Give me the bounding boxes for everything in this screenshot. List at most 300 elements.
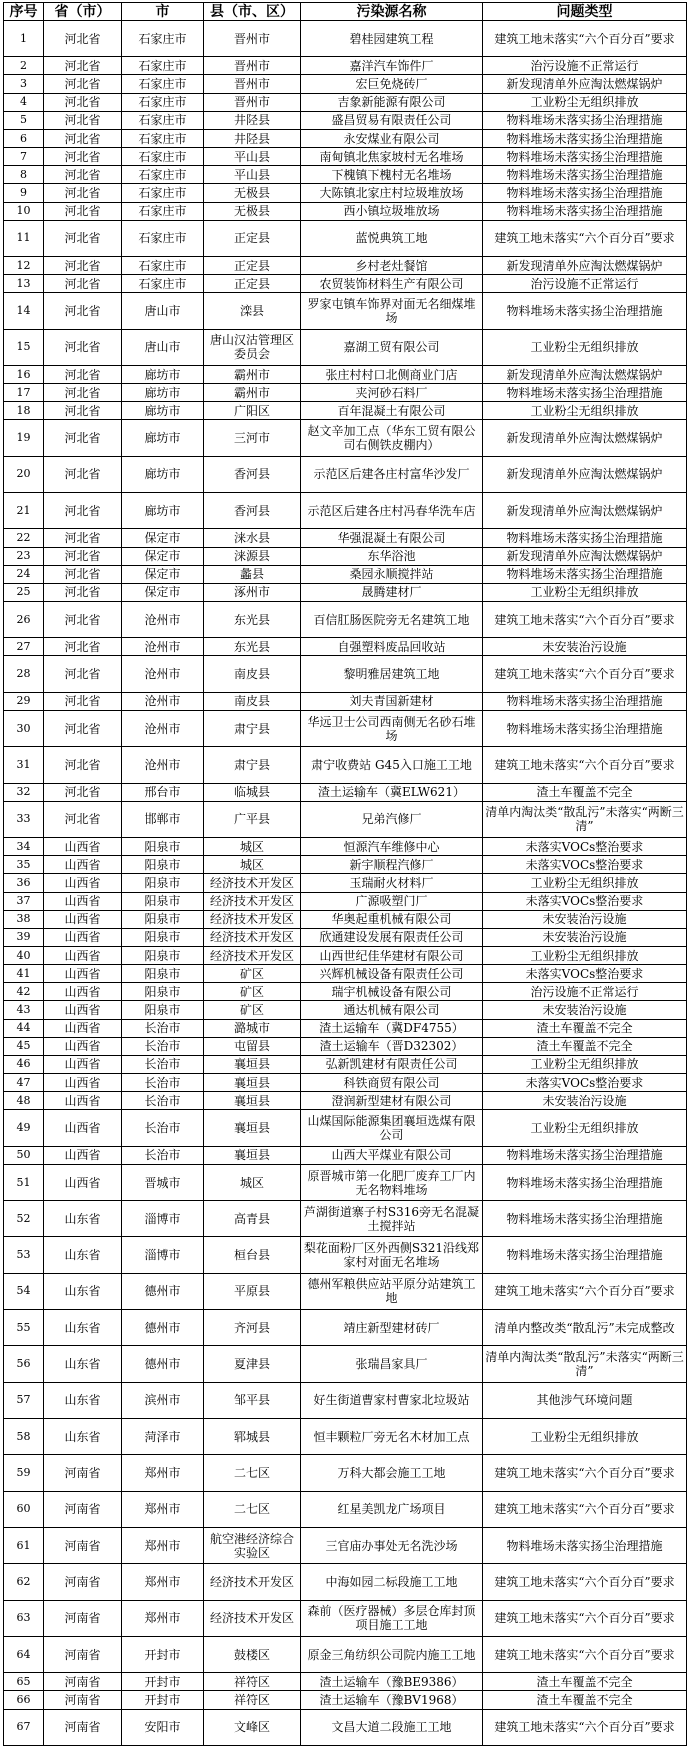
table-row (4, 583, 687, 601)
cell-province: 河北省 (44, 329, 122, 365)
cell-county: 井陉县 (204, 111, 301, 129)
cell-county: 齐河县 (204, 1310, 301, 1346)
cell-province: 河南省 (44, 1673, 122, 1691)
cell-source-name: 百年混凝土有限公司 (301, 402, 483, 420)
cell-county: 晋州市 (204, 21, 301, 57)
cell-source-name: 示范区后建各庄村冯春华洗车店 (301, 493, 483, 529)
cell-province: 山东省 (44, 1382, 122, 1418)
table-row (4, 384, 687, 402)
cell-source-name: 华远卫士公司西南侧无名砂石堆场 (301, 710, 483, 746)
cell-index: 12 (4, 257, 44, 275)
cell-source-name: 山西大平煤业有限公司 (301, 1146, 483, 1164)
cell-city: 石家庄市 (122, 184, 204, 202)
table-row (4, 184, 687, 202)
cell-index: 25 (4, 583, 44, 601)
cell-source-name: 文昌大道二段施工工地 (301, 1709, 483, 1745)
cell-issue-type: 物料堆场未落实扬尘治理措施 (483, 529, 687, 547)
cell-county: 东光县 (204, 638, 301, 656)
cell-city: 沧州市 (122, 692, 204, 710)
cell-county: 城区 (204, 838, 301, 856)
table-row (4, 638, 687, 656)
cell-source-name: 嘉湖工贸有限公司 (301, 329, 483, 365)
cell-issue-type: 建筑工地未落实“六个百分百”要求 (483, 21, 687, 57)
cell-city: 廊坊市 (122, 365, 204, 383)
cell-issue-type: 未安装治污设施 (483, 928, 687, 946)
cell-index: 22 (4, 529, 44, 547)
cell-province: 河南省 (44, 1709, 122, 1745)
cell-issue-type: 建筑工地未落实“六个百分百”要求 (483, 1709, 687, 1745)
cell-province: 山西省 (44, 856, 122, 874)
cell-city: 石家庄市 (122, 111, 204, 129)
table-row (4, 692, 687, 710)
cell-source-name: 下槐镇下槐村无名堆场 (301, 166, 483, 184)
cell-city: 沧州市 (122, 747, 204, 783)
table-row (4, 402, 687, 420)
cell-province: 河北省 (44, 93, 122, 111)
cell-city: 石家庄市 (122, 257, 204, 275)
cell-issue-type: 物料堆场未落实扬尘治理措施 (483, 293, 687, 329)
cell-province: 山西省 (44, 1019, 122, 1037)
cell-index: 30 (4, 710, 44, 746)
cell-city: 晋城市 (122, 1164, 204, 1200)
cell-source-name: 森前（医疗器械）多层仓库封顶项目施工工地 (301, 1600, 483, 1636)
cell-index: 35 (4, 856, 44, 874)
cell-province: 河北省 (44, 529, 122, 547)
cell-source-name: 百信肛肠医院旁无名建筑工地 (301, 602, 483, 638)
cell-index: 2 (4, 57, 44, 75)
cell-county: 襄垣县 (204, 1055, 301, 1073)
cell-province: 河南省 (44, 1527, 122, 1563)
cell-issue-type: 物料堆场未落实扬尘治理措施 (483, 111, 687, 129)
cell-index: 64 (4, 1636, 44, 1672)
cell-issue-type: 渣土车覆盖不完全 (483, 1037, 687, 1055)
cell-city: 开封市 (122, 1636, 204, 1672)
cell-index: 21 (4, 493, 44, 529)
cell-city: 沧州市 (122, 638, 204, 656)
cell-city: 菏泽市 (122, 1419, 204, 1455)
cell-city: 阳泉市 (122, 874, 204, 892)
cell-city: 阳泉市 (122, 965, 204, 983)
header-county: 县（市、区） (204, 3, 301, 21)
cell-source-name: 大陈镇北家庄村垃圾堆放场 (301, 184, 483, 202)
cell-county: 二七区 (204, 1455, 301, 1491)
cell-city: 石家庄市 (122, 129, 204, 147)
cell-province: 河南省 (44, 1600, 122, 1636)
cell-source-name: 晟腾建材厂 (301, 583, 483, 601)
cell-source-name: 通达机械有限公司 (301, 1001, 483, 1019)
cell-province: 河南省 (44, 1455, 122, 1491)
table-row (4, 1346, 687, 1382)
cell-county: 井陉县 (204, 129, 301, 147)
table-row (4, 892, 687, 910)
cell-source-name: 赵文辛加工点（华东工贸有限公司右侧铁皮棚内） (301, 420, 483, 456)
cell-source-name: 张瑞昌家具厂 (301, 1346, 483, 1382)
cell-issue-type: 物料堆场未落实扬尘治理措施 (483, 710, 687, 746)
table-row (4, 129, 687, 147)
cell-source-name: 三官庙办事处无名洗沙场 (301, 1527, 483, 1563)
cell-province: 山西省 (44, 1074, 122, 1092)
cell-issue-type: 新发现清单外应淘汰燃煤锅炉 (483, 420, 687, 456)
table-row (4, 910, 687, 928)
cell-county: 正定县 (204, 275, 301, 293)
cell-index: 4 (4, 93, 44, 111)
cell-issue-type: 工业粉尘无组织排放 (483, 583, 687, 601)
cell-city: 石家庄市 (122, 202, 204, 220)
cell-issue-type: 清单内淘汰类“散乱污”未落实“两断三清” (483, 1346, 687, 1382)
cell-source-name: 山西世纪佳华建材有限公司 (301, 946, 483, 964)
cell-city: 长治市 (122, 1092, 204, 1110)
cell-source-name: 芦湖街道寨子村S316旁无名混凝土搅拌站 (301, 1201, 483, 1237)
cell-index: 11 (4, 220, 44, 256)
cell-issue-type: 未安装治污设施 (483, 638, 687, 656)
cell-city: 阳泉市 (122, 946, 204, 964)
cell-issue-type: 新发现清单外应淘汰燃煤锅炉 (483, 257, 687, 275)
pollution-source-table (3, 2, 687, 1746)
cell-source-name: 弘新凯建材有限责任公司 (301, 1055, 483, 1073)
cell-index: 55 (4, 1310, 44, 1346)
cell-county: 高青县 (204, 1201, 301, 1237)
cell-source-name: 渣土运输车（豫BE9386） (301, 1673, 483, 1691)
table-row (4, 420, 687, 456)
cell-city: 廊坊市 (122, 402, 204, 420)
cell-index: 54 (4, 1273, 44, 1309)
cell-city: 廊坊市 (122, 456, 204, 492)
cell-source-name: 农贸装饰材料生产有限公司 (301, 275, 483, 293)
cell-source-name: 华奥起重机械有限公司 (301, 910, 483, 928)
table-row (4, 329, 687, 365)
table-row (4, 148, 687, 166)
table-row (4, 75, 687, 93)
cell-province: 河北省 (44, 111, 122, 129)
cell-city: 郑州市 (122, 1455, 204, 1491)
cell-county: 平山县 (204, 148, 301, 166)
cell-index: 62 (4, 1564, 44, 1600)
table-row (4, 1037, 687, 1055)
cell-city: 郑州市 (122, 1527, 204, 1563)
header-province: 省（市） (44, 3, 122, 21)
table-row (4, 1001, 687, 1019)
table-row (4, 493, 687, 529)
cell-index: 53 (4, 1237, 44, 1273)
table-row (4, 602, 687, 638)
cell-index: 57 (4, 1382, 44, 1418)
cell-source-name: 兄弟汽修厂 (301, 801, 483, 837)
cell-city: 石家庄市 (122, 75, 204, 93)
cell-issue-type: 物料堆场未落实扬尘治理措施 (483, 1146, 687, 1164)
cell-province: 河北省 (44, 220, 122, 256)
cell-city: 阳泉市 (122, 838, 204, 856)
cell-source-name: 夹河砂石料厂 (301, 384, 483, 402)
cell-issue-type: 工业粉尘无组织排放 (483, 93, 687, 111)
cell-issue-type: 清单内整改类“散乱污”未完成整改 (483, 1310, 687, 1346)
cell-province: 河北省 (44, 783, 122, 801)
cell-province: 河北省 (44, 166, 122, 184)
cell-issue-type: 建筑工地未落实“六个百分百”要求 (483, 747, 687, 783)
cell-county: 夏津县 (204, 1346, 301, 1382)
cell-province: 山西省 (44, 910, 122, 928)
cell-source-name: 乡村老灶餐馆 (301, 257, 483, 275)
cell-city: 廊坊市 (122, 384, 204, 402)
table-row (4, 111, 687, 129)
table-row (4, 166, 687, 184)
cell-issue-type: 未安装治污设施 (483, 1001, 687, 1019)
cell-county: 经济技术开发区 (204, 946, 301, 964)
cell-county: 晋州市 (204, 75, 301, 93)
cell-city: 石家庄市 (122, 21, 204, 57)
cell-source-name: 靖庄新型建材砖厂 (301, 1310, 483, 1346)
cell-source-name: 恒丰颗粒厂旁无名木材加工点 (301, 1419, 483, 1455)
cell-source-name: 原晋城市第一化肥厂废弃工厂内无名物料堆场 (301, 1164, 483, 1200)
cell-issue-type: 清单内淘汰类“散乱污”未落实“两断三清” (483, 801, 687, 837)
table-row (4, 1527, 687, 1563)
table-row (4, 1019, 687, 1037)
table-row (4, 801, 687, 837)
cell-index: 51 (4, 1164, 44, 1200)
cell-province: 河北省 (44, 602, 122, 638)
cell-county: 城区 (204, 856, 301, 874)
cell-issue-type: 建筑工地未落实“六个百分百”要求 (483, 1636, 687, 1672)
table-row (4, 928, 687, 946)
table-row (4, 1382, 687, 1418)
cell-county: 经济技术开发区 (204, 928, 301, 946)
cell-county: 涞水县 (204, 529, 301, 547)
cell-county: 南皮县 (204, 656, 301, 692)
cell-county: 襄垣县 (204, 1146, 301, 1164)
cell-source-name: 山煤国际能源集团襄垣选煤有限公司 (301, 1110, 483, 1146)
cell-province: 河南省 (44, 1491, 122, 1527)
cell-issue-type: 新发现清单外应淘汰燃煤锅炉 (483, 547, 687, 565)
cell-source-name: 南甸镇北焦家坡村无名堆场 (301, 148, 483, 166)
table-row (4, 1273, 687, 1309)
cell-county: 正定县 (204, 220, 301, 256)
cell-county: 经济技术开发区 (204, 892, 301, 910)
table-row (4, 275, 687, 293)
cell-city: 保定市 (122, 529, 204, 547)
cell-issue-type: 物料堆场未落实扬尘治理措施 (483, 148, 687, 166)
cell-county: 邹平县 (204, 1382, 301, 1418)
cell-index: 29 (4, 692, 44, 710)
cell-province: 河北省 (44, 656, 122, 692)
cell-city: 德州市 (122, 1346, 204, 1382)
cell-county: 郓城县 (204, 1419, 301, 1455)
cell-issue-type: 新发现清单外应淘汰燃煤锅炉 (483, 456, 687, 492)
cell-province: 河北省 (44, 57, 122, 75)
cell-index: 24 (4, 565, 44, 583)
cell-issue-type: 物料堆场未落实扬尘治理措施 (483, 692, 687, 710)
cell-index: 6 (4, 129, 44, 147)
cell-county: 广阳区 (204, 402, 301, 420)
cell-index: 44 (4, 1019, 44, 1037)
cell-province: 山西省 (44, 1164, 122, 1200)
cell-county: 霸州市 (204, 365, 301, 383)
cell-index: 16 (4, 365, 44, 383)
cell-county: 香河县 (204, 493, 301, 529)
cell-source-name: 渣土运输车（晋D32302） (301, 1037, 483, 1055)
cell-source-name: 刘夫青国新建材 (301, 692, 483, 710)
cell-county: 襄垣县 (204, 1110, 301, 1146)
cell-province: 山东省 (44, 1310, 122, 1346)
table-row (4, 1691, 687, 1709)
cell-issue-type: 建筑工地未落实“六个百分百”要求 (483, 602, 687, 638)
cell-province: 河北省 (44, 692, 122, 710)
cell-county: 唐山汉沽管理区委员会 (204, 329, 301, 365)
cell-source-name: 澄润新型建材有限公司 (301, 1092, 483, 1110)
cell-city: 郑州市 (122, 1600, 204, 1636)
cell-province: 河北省 (44, 747, 122, 783)
cell-county: 潞城市 (204, 1019, 301, 1037)
cell-source-name: 东华浴池 (301, 547, 483, 565)
cell-index: 46 (4, 1055, 44, 1073)
table-row (4, 257, 687, 275)
cell-source-name: 渣土运输车（豫BV1968） (301, 1691, 483, 1709)
cell-index: 66 (4, 1691, 44, 1709)
cell-source-name: 吉象新能源有限公司 (301, 93, 483, 111)
cell-index: 3 (4, 75, 44, 93)
cell-source-name: 万科大都会施工工地 (301, 1455, 483, 1491)
table-row (4, 365, 687, 383)
cell-county: 鼓楼区 (204, 1636, 301, 1672)
cell-source-name: 好生街道曹家村曹家北垃圾站 (301, 1382, 483, 1418)
cell-index: 48 (4, 1092, 44, 1110)
table-row (4, 1600, 687, 1636)
cell-city: 保定市 (122, 565, 204, 583)
cell-province: 山东省 (44, 1201, 122, 1237)
cell-province: 河北省 (44, 129, 122, 147)
cell-index: 45 (4, 1037, 44, 1055)
table-row (4, 529, 687, 547)
cell-index: 10 (4, 202, 44, 220)
cell-city: 郑州市 (122, 1491, 204, 1527)
cell-province: 山西省 (44, 892, 122, 910)
cell-province: 河北省 (44, 148, 122, 166)
cell-source-name: 瑞宇机械设备有限公司 (301, 983, 483, 1001)
cell-issue-type: 工业粉尘无组织排放 (483, 402, 687, 420)
cell-city: 沧州市 (122, 710, 204, 746)
table-row (4, 1673, 687, 1691)
cell-index: 33 (4, 801, 44, 837)
cell-index: 36 (4, 874, 44, 892)
cell-city: 唐山市 (122, 329, 204, 365)
cell-province: 山东省 (44, 1419, 122, 1455)
cell-index: 59 (4, 1455, 44, 1491)
cell-county: 平原县 (204, 1273, 301, 1309)
cell-source-name: 红星美凯龙广场项目 (301, 1491, 483, 1527)
cell-index: 39 (4, 928, 44, 946)
cell-source-name: 欣通建设发展有限责任公司 (301, 928, 483, 946)
table-row (4, 1419, 687, 1455)
cell-issue-type: 未落实VOCs整治要求 (483, 1074, 687, 1092)
cell-county: 经济技术开发区 (204, 910, 301, 928)
cell-city: 唐山市 (122, 293, 204, 329)
cell-index: 52 (4, 1201, 44, 1237)
cell-index: 17 (4, 384, 44, 402)
cell-issue-type: 新发现清单外应淘汰燃煤锅炉 (483, 493, 687, 529)
cell-province: 河北省 (44, 565, 122, 583)
cell-issue-type: 治污设施不正常运行 (483, 275, 687, 293)
cell-county: 无极县 (204, 184, 301, 202)
cell-city: 阳泉市 (122, 892, 204, 910)
header-issue-type: 问题类型 (483, 3, 687, 21)
cell-city: 邢台市 (122, 783, 204, 801)
cell-issue-type: 建筑工地未落实“六个百分百”要求 (483, 1564, 687, 1600)
cell-city: 郑州市 (122, 1564, 204, 1600)
cell-province: 山西省 (44, 983, 122, 1001)
table-row (4, 1709, 687, 1745)
table-row (4, 1455, 687, 1491)
cell-issue-type: 物料堆场未落实扬尘治理措施 (483, 1527, 687, 1563)
cell-city: 石家庄市 (122, 275, 204, 293)
cell-source-name: 渣土运输车（冀DF4755） (301, 1019, 483, 1037)
cell-source-name: 罗家屯镇车饰界对面无名细煤堆场 (301, 293, 483, 329)
cell-city: 廊坊市 (122, 420, 204, 456)
table-row (4, 874, 687, 892)
table-row (4, 946, 687, 964)
cell-county: 无极县 (204, 202, 301, 220)
cell-province: 河北省 (44, 384, 122, 402)
cell-issue-type: 工业粉尘无组织排放 (483, 329, 687, 365)
table-row (4, 565, 687, 583)
cell-county: 祥符区 (204, 1673, 301, 1691)
cell-province: 山西省 (44, 928, 122, 946)
table-row (4, 1164, 687, 1200)
cell-issue-type: 未安装治污设施 (483, 1092, 687, 1110)
cell-county: 航空港经济综合实验区 (204, 1527, 301, 1563)
cell-province: 河北省 (44, 583, 122, 601)
cell-city: 长治市 (122, 1019, 204, 1037)
cell-index: 1 (4, 21, 44, 57)
table-row (4, 547, 687, 565)
cell-county: 南皮县 (204, 692, 301, 710)
table-row (4, 220, 687, 256)
cell-city: 安阳市 (122, 1709, 204, 1745)
cell-index: 23 (4, 547, 44, 565)
cell-county: 涿州市 (204, 583, 301, 601)
cell-city: 石家庄市 (122, 57, 204, 75)
cell-issue-type: 物料堆场未落实扬尘治理措施 (483, 129, 687, 147)
cell-county: 肃宁县 (204, 710, 301, 746)
cell-issue-type: 治污设施不正常运行 (483, 983, 687, 1001)
cell-city: 长治市 (122, 1037, 204, 1055)
cell-index: 34 (4, 838, 44, 856)
cell-province: 山西省 (44, 1092, 122, 1110)
cell-county: 香河县 (204, 456, 301, 492)
cell-city: 保定市 (122, 547, 204, 565)
cell-issue-type: 物料堆场未落实扬尘治理措施 (483, 1164, 687, 1200)
table-row (4, 1237, 687, 1273)
cell-province: 山西省 (44, 874, 122, 892)
table-row (4, 965, 687, 983)
table-row (4, 1092, 687, 1110)
cell-city: 邯郸市 (122, 801, 204, 837)
cell-source-name: 肃宁收费站 G45入口施工工地 (301, 747, 483, 783)
table-row (4, 656, 687, 692)
cell-city: 淄博市 (122, 1237, 204, 1273)
cell-index: 40 (4, 946, 44, 964)
cell-province: 山西省 (44, 838, 122, 856)
cell-province: 河南省 (44, 1691, 122, 1709)
cell-province: 山西省 (44, 1055, 122, 1073)
cell-index: 7 (4, 148, 44, 166)
cell-province: 河北省 (44, 420, 122, 456)
cell-county: 正定县 (204, 257, 301, 275)
cell-county: 二七区 (204, 1491, 301, 1527)
cell-index: 47 (4, 1074, 44, 1092)
cell-city: 石家庄市 (122, 148, 204, 166)
cell-source-name: 嘉洋汽车饰件厂 (301, 57, 483, 75)
cell-index: 38 (4, 910, 44, 928)
cell-province: 河南省 (44, 1636, 122, 1672)
cell-county: 矿区 (204, 983, 301, 1001)
